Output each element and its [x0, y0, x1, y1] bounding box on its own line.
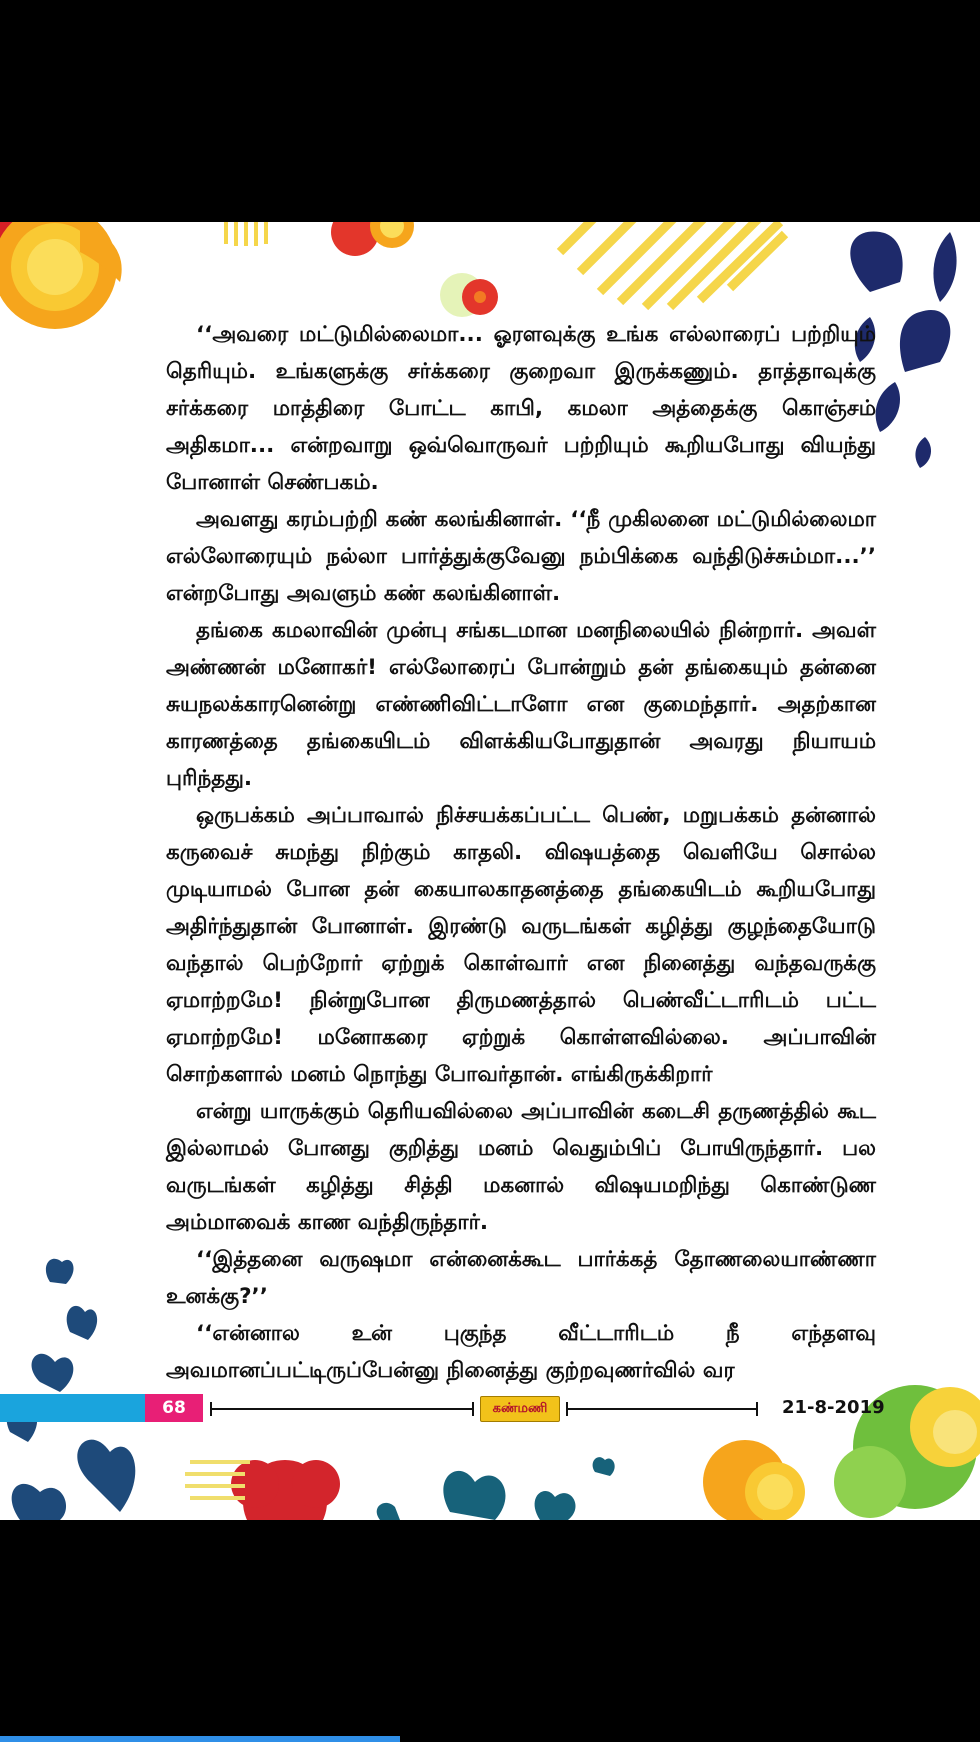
paragraph: ‘‘அவரை மட்டுமில்லைமா... ஓரளவுக்கு உங்க எல்லாரைப் பற்றியும் தெரியும். உங்களுக்கு சர்க்கரை குறைவா இருக்கணும். தாத்தாவுக்கு சர்க்கரை மாத்திரை போட்ட காபி, கமலா அத்தைக்கு கொஞ்சம் அதிகமா... என்றவாறு ஒவ்வொருவர் பற்றியும் கூறியபோது வியந்து போனாள் செண்பகம். [166, 322, 876, 495]
page-footer [0, 1392, 980, 1422]
magazine-logo: கண்மணி [480, 1396, 560, 1422]
footer-rule-left [210, 1408, 472, 1410]
article-body [166, 316, 876, 1389]
paragraph: ‘‘இத்தனை வருஷமா என்னைக்கூட பார்க்கத் தோணலையாண்ணா உனக்கு?’’ [166, 1247, 876, 1309]
paragraph: ஒருபக்கம் அப்பாவால் நிச்சயக்கப்பட்ட பெண், மறுபக்கம் தன்னால் கருவைச் சுமந்து நிற்கும் காதலி. விஷயத்தை வெளியே சொல்ல முடியாமல் போன தன் கையாலகாதனத்தை தங்கையிடம் கூறியபோது அதிர்ந்துதான் போனாள். இரண்டு வருடங்கள் கழித்து குழந்தையோடு வந்தால் பெற்றோர் ஏற்றுக் கொள்வார் என நினைத்து வந்தவருக்கு ஏமாற்றமே! நின்றுபோன திருமணத்தால் பெண்வீட்டாரிடம் பட்ட ஏமாற்றமே! மனோகரை ஏற்றுக் கொள்ளவில்லை. அப்பாவின் சொற்களால் மனம் நொந்து போவர்தான். எங்கிருக்கிறார் [166, 803, 876, 1087]
footer-rule-right [566, 1408, 756, 1410]
yellow-striped-heart [560, 222, 785, 307]
yellow-stripes-top [226, 222, 266, 246]
rule-tick [756, 1402, 758, 1416]
magazine-page [0, 222, 980, 1520]
issue-date: 21-8-2019 [782, 1397, 885, 1418]
orange-swirl-bottom-right [703, 1440, 805, 1520]
navy-hearts-bottom-left [7, 1259, 136, 1520]
rule-tick [472, 1402, 474, 1416]
red-flower-bottom [185, 1460, 340, 1520]
scroll-progress-bar[interactable] [0, 1736, 400, 1742]
paragraph: அவளது கரம்பற்றி கண் கலங்கினாள். ‘‘நீ முகிலனை மட்டுமில்லைமா எல்லோரையும் நல்லா பார்த்துக்குவேனு நம்பிக்கை வந்திடுச்சும்மா...’’ என்றபோது அவளும் கண் கலங்கினாள். [166, 507, 876, 606]
page-number: 68 [145, 1394, 203, 1422]
page-number-bar [0, 1394, 145, 1422]
paragraph: ‘‘என்னால உன் புகுந்த வீட்டாரிடம் நீ எந்தளவு அவமானப்பட்டிருப்பேன்னு நினைத்து குற்றவுணர்வில் வர [166, 1321, 876, 1383]
teal-hearts-bottom [377, 1457, 615, 1520]
red-flower-top [331, 222, 498, 317]
paragraph: தங்கை கமலாவின் முன்பு சங்கடமான மனநிலையில் நின்றார். அவள் அண்ணன் மனோகர்! எல்லோரைப் போன்றும் தன் தங்கையும் தன்னை சுயநலக்காரனென்று எண்ணிவிட்டாளோ என குமைந்தார். அதற்கான காரணத்தை தங்கையிடம் விளக்கியபோதுதான் அவரது நியாயம் புரிந்தது. [166, 618, 876, 791]
paragraph: என்று யாருக்கும் தெரியவில்லை அப்பாவின் கடைசி தருணத்தில் கூட இல்லாமல் போனது குறித்து மனம் வெதும்பிப் போயிருந்தார். பல வருடங்கள் கழித்து சித்தி மகனால் விஷயமறிந்து கொண்டுண அம்மாவைக் காண வந்திருந்தார். [166, 1099, 876, 1235]
